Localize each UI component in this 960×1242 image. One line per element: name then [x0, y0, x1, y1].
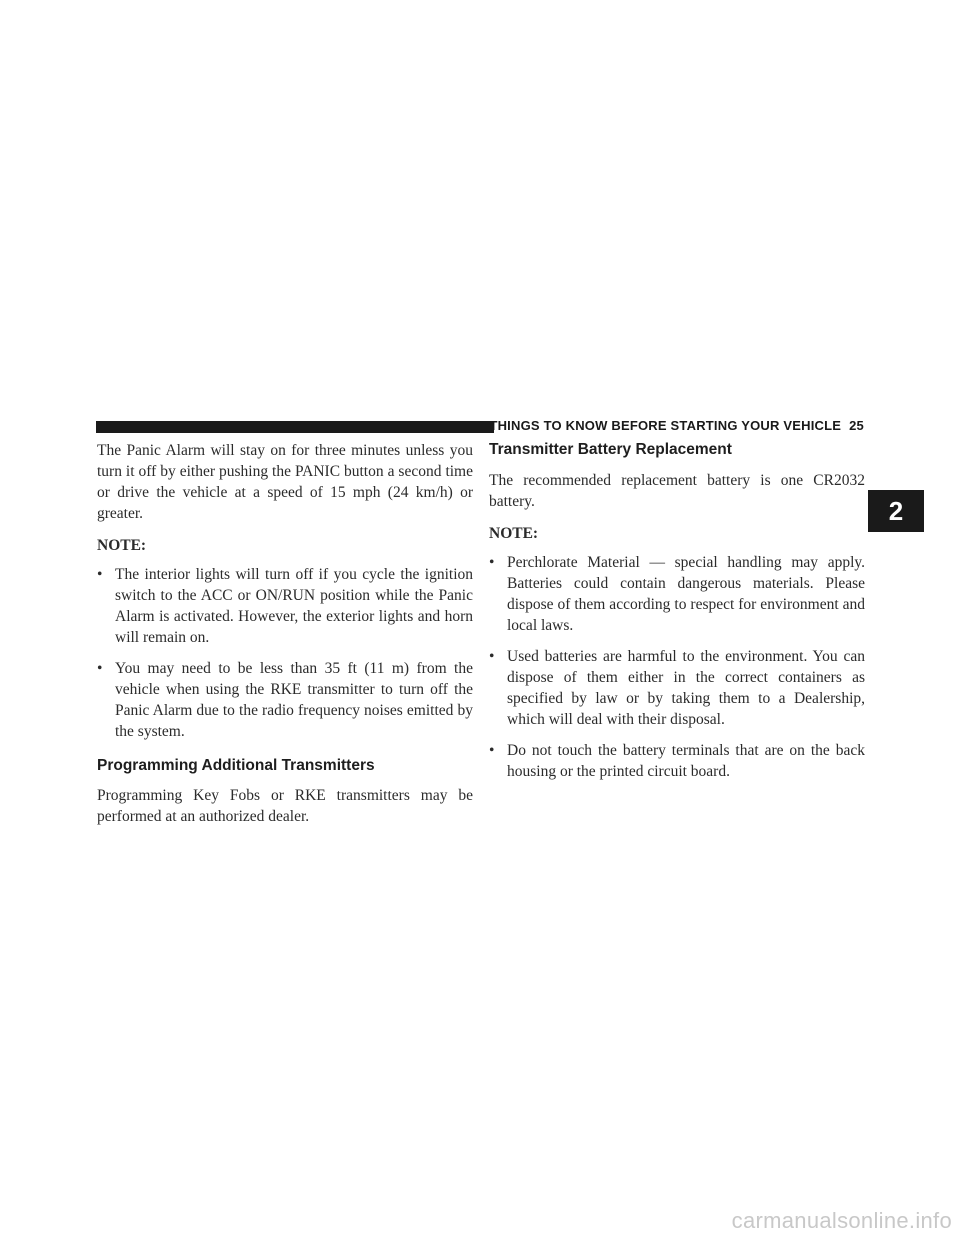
note-label: NOTE:: [489, 525, 539, 542]
list-item: [489, 552, 865, 636]
bullet-text: Do not touch the battery terminals that are on the back housing or the printed circuit board.: [507, 742, 865, 780]
bullet-text: You may need to be less than 35 ft (11 m) from the vehicle when using the RKE transmitter to turn off the Panic Alarm due to the radio frequency noises emitted by the system.: [115, 660, 473, 740]
battery-paragraph: The recommended replacement battery is one CR2032 battery.: [489, 472, 865, 510]
list-item: [97, 564, 473, 648]
bullet-glyph: •: [97, 566, 103, 583]
bullet-glyph: •: [489, 648, 495, 665]
bullet-text: Used batteries are harmful to the environment. You can dispose of them either in the correct containers as specified by law or by taking them to a Dealership, which will deal with their disposal.: [507, 648, 865, 728]
bullet-glyph: •: [489, 742, 495, 759]
note-label: NOTE:: [97, 537, 147, 554]
list-item: [97, 658, 473, 742]
page-number: 25: [849, 418, 864, 433]
left-column: [97, 440, 473, 838]
programming-paragraph: Programming Key Fobs or RKE transmitters may be performed at an authorized dealer.: [97, 787, 473, 825]
note-bullet-list: [489, 552, 865, 782]
section-heading: Programming Additional Transmitters: [97, 757, 375, 774]
note-bullet-list: [97, 564, 473, 742]
bullet-text: Perchlorate Material — special handling may apply. Batteries could contain dangerous materials. Please dispose of them according to respect for environment and local laws.: [507, 554, 865, 634]
watermark: carmanualsonline.info: [731, 1208, 952, 1233]
section-heading: Transmitter Battery Replacement: [489, 441, 732, 458]
bullet-glyph: •: [97, 660, 103, 677]
bullet-text: The interior lights will turn off if you cycle the ignition switch to the ACC or ON/RUN position while the Panic Alarm is activated. However, the exterior lights and horn will remain on.: [115, 566, 473, 646]
list-item: [489, 646, 865, 730]
header-black-bar: [96, 421, 494, 433]
bullet-glyph: •: [489, 554, 495, 571]
chapter-tab: [868, 490, 924, 532]
chapter-number: 2: [888, 495, 904, 526]
panic-alarm-paragraph: The Panic Alarm will stay on for three minutes unless you turn it off by either pushing the PANIC button a second time or drive the vehicle at a speed of 15 mph (24 km/h) or greater.: [97, 442, 473, 522]
right-column: [489, 440, 865, 792]
running-header: [489, 418, 864, 433]
list-item: [489, 740, 865, 782]
section-title: THINGS TO KNOW BEFORE STARTING YOUR VEHICLE: [489, 418, 842, 433]
